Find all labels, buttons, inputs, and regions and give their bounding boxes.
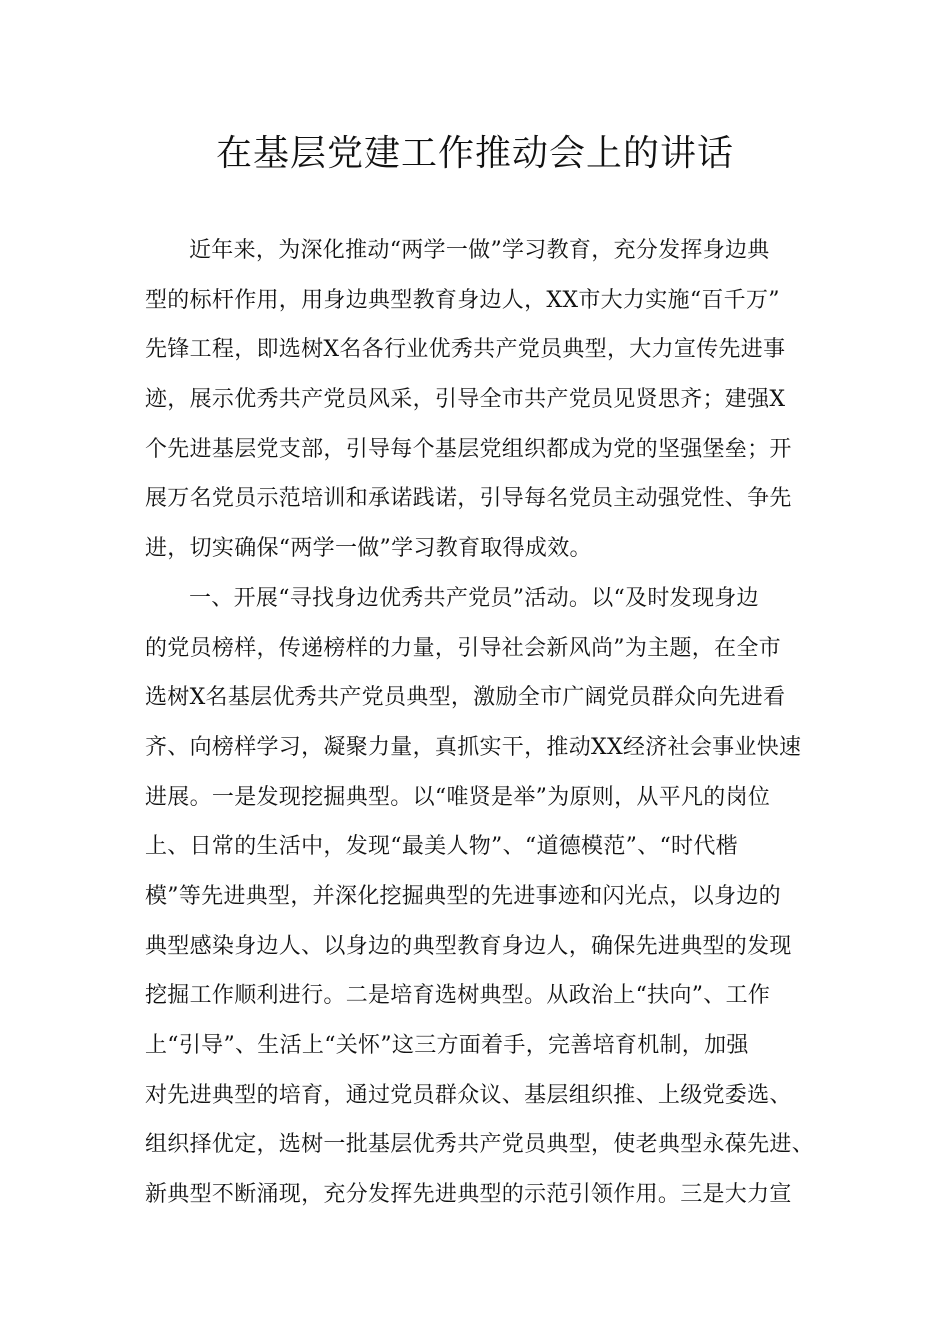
text-line: 上“引导”、生活上“关怀”这三方面着手，完善培育机制，加强 — [145, 1033, 749, 1058]
text-line: 先锋工程，即选树X名各行业优秀共产党员典型，大力宣传先进事 — [145, 337, 786, 363]
text-line: 对先进典型的培育，通过党员群众议、基层组织推、上级党委选、 — [145, 1082, 792, 1108]
text-line: 组织择优定，选树一批基层优秀共产党员典型，使老典型永葆先进、 — [145, 1132, 815, 1158]
text-line: 进，切实确保“两学一做”学习教育取得成效。 — [145, 536, 592, 562]
document-body — [145, 226, 825, 1220]
text-line: 齐、向榜样学习，凝聚力量，真抓实干，推动XX经济社会事业快速 — [145, 734, 802, 760]
text-line: 型的标杆作用，用身边典型教育身边人，XX市大力实施“百千万” — [145, 287, 780, 313]
text-line: 迹，展示优秀共产党员风采，引导全市共产党员见贤思齐；建强X — [145, 387, 786, 413]
text-line: 上、日常的生活中，发现“最美人物”、“道德模范”、“时代楷 — [145, 834, 738, 860]
text-line: 进展。一是发现挖掘典型。以“唯贤是举”为原则，从平凡的岗位 — [145, 784, 771, 810]
text-line: 选树X名基层优秀共产党员典型，激励全市广阔党员群众向先进看 — [145, 685, 786, 711]
text-line: 的党员榜样，传递榜样的力量，引导社会新风尚”为主题，在全市 — [145, 635, 781, 661]
text-line: 新典型不断涌现，充分发挥先进典型的示范引领作用。三是大力宣 — [145, 1182, 792, 1208]
text-line: 模”等先进典型，并深化挖掘典型的先进事迹和闪光点，以身边的 — [145, 883, 781, 909]
document-title: 在基层党建工作推动会上的讲话 — [215, 133, 734, 174]
text-line: 典型感染身边人、以身边的典型教育身边人，确保先进典型的发现 — [145, 933, 792, 959]
text-line: 近年来，为深化推动“两学一做”学习教育，充分发挥身边典 — [189, 238, 770, 263]
text-line: 个先进基层党支部，引导每个基层党组织都成为党的坚强堡垒；开 — [145, 436, 792, 462]
text-line: 一、开展“寻找身边优秀共产党员”活动。以“及时发现身边 — [189, 585, 759, 611]
text-line: 挖掘工作顺利进行。二是培育选树典型。从政治上“扶向”、工作 — [145, 983, 771, 1009]
text-line: 展万名党员示范培训和承诺践诺，引导每名党员主动强党性、争先 — [145, 486, 792, 512]
